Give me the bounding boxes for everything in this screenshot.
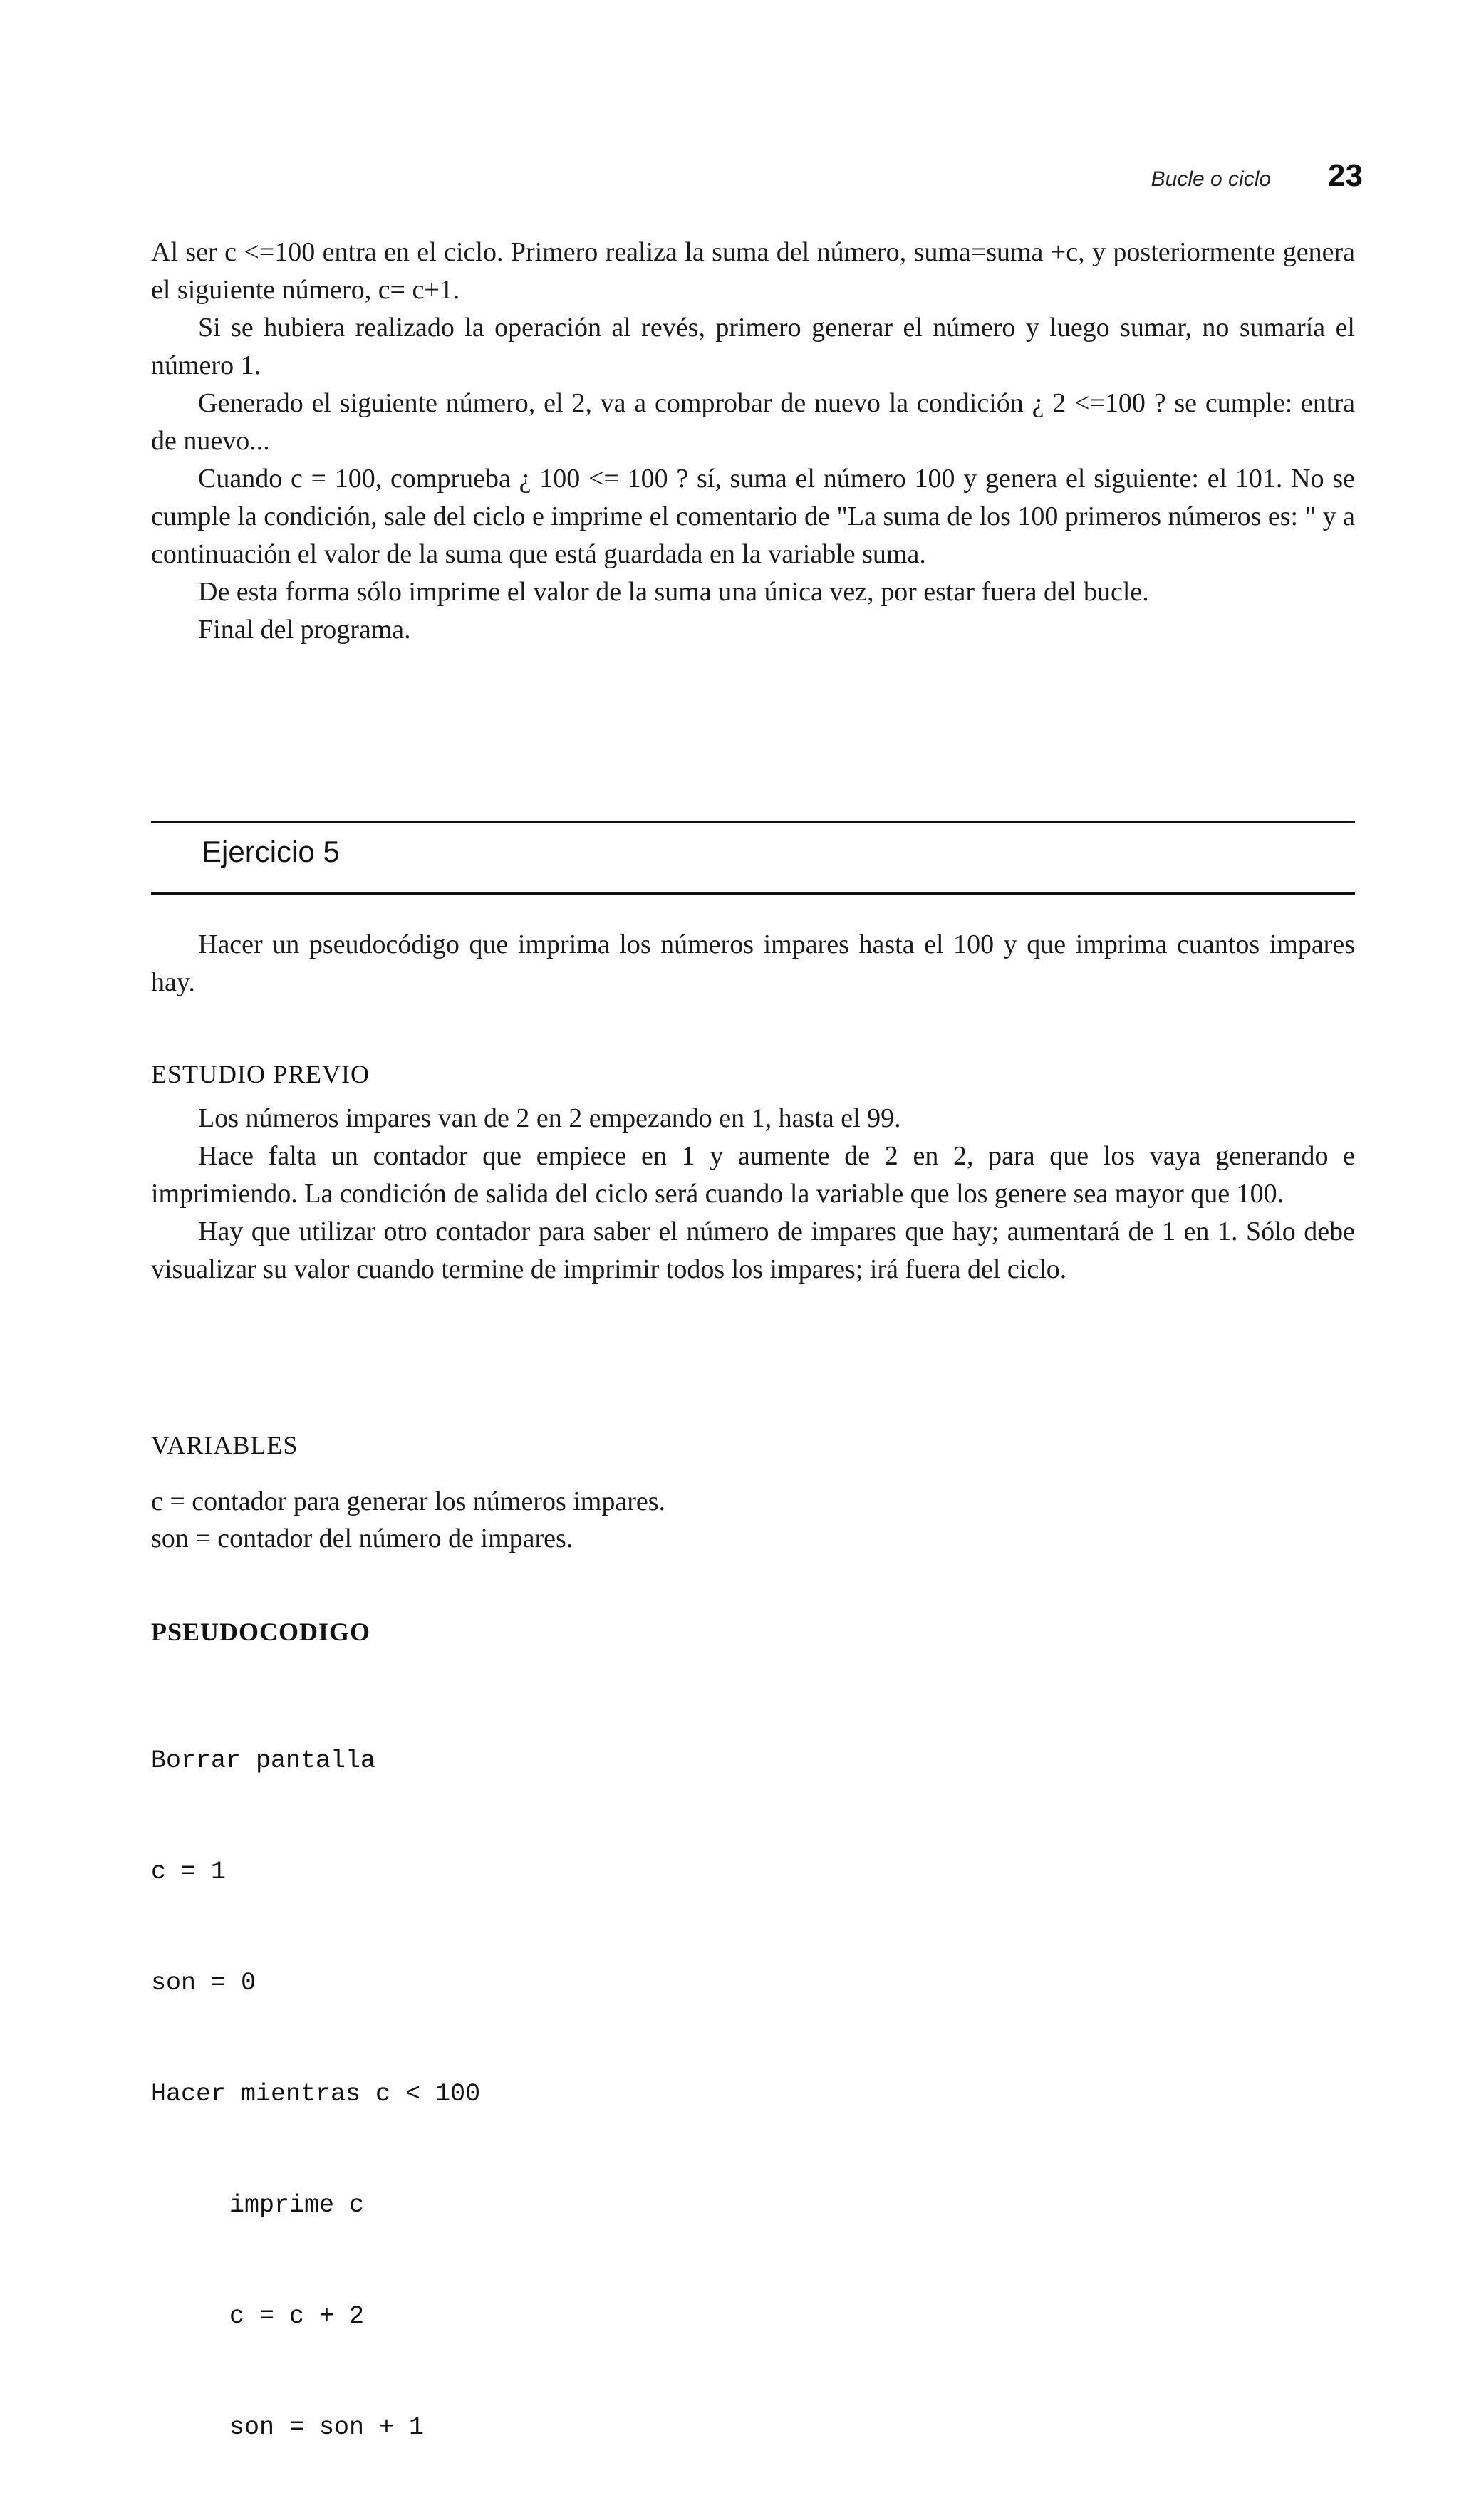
variables-list xyxy=(151,1483,1355,1557)
running-header-title: Bucle o ciclo xyxy=(1151,167,1272,191)
code-line: c = c + 2 xyxy=(229,2302,365,2331)
intro-text xyxy=(151,234,1355,649)
code-line: imprime c xyxy=(229,2191,365,2219)
exercise-statement xyxy=(151,926,1355,1001)
code-line: Borrar pantalla xyxy=(151,1746,376,1775)
running-header xyxy=(1151,158,1363,194)
pseudocodigo-heading: PSEUDOCODIGO xyxy=(151,1618,371,1646)
code-line: son = 0 xyxy=(151,1969,256,1997)
variables-heading: VARIABLES xyxy=(151,1431,298,1459)
pseudocode-block xyxy=(151,1668,480,2520)
estudio-previo-heading: ESTUDIO PREVIO xyxy=(151,1060,370,1088)
paragraph: Al ser c <=100 entra en el ciclo. Primero realiza la suma del número, suma=suma +c, y posteriormente genera el siguiente número, c= c+1. xyxy=(151,237,1355,305)
paragraph: Hacer un pseudocódigo que imprima los números impares hasta el 100 y que imprima cuantos impares hay. xyxy=(151,930,1355,997)
paragraph: Hace falta un contador que empiece en 1 y aumente de 2 en 2, para que los vaya generando e imprimiendo. La condición de salida del ciclo será cuando la variable que los genere sea mayor que 100. xyxy=(151,1141,1355,1209)
paragraph: De esta forma sólo imprime el valor de la suma una única vez, por estar fuera del bucle. xyxy=(198,577,1149,607)
variable-item: son = contador del número de impares. xyxy=(151,1524,573,1553)
code-line: Hacer mientras c < 100 xyxy=(151,2080,481,2108)
paragraph: Si se hubiera realizado la operación al revés, primero generar el número y luego sumar, no sumaría el número 1. xyxy=(151,313,1355,380)
variable-item: c = contador para generar los números impares. xyxy=(151,1487,666,1516)
paragraph: Los números impares van de 2 en 2 empezando en 1, hasta el 99. xyxy=(198,1103,901,1133)
exercise-title: Ejercicio 5 xyxy=(202,835,340,868)
exercise-bottom-rule xyxy=(151,892,1355,895)
page-number: 23 xyxy=(1328,158,1363,193)
code-line: son = son + 1 xyxy=(229,2413,425,2442)
exercise-top-rule xyxy=(151,821,1355,823)
paragraph: Cuando c = 100, comprueba ¿ 100 <= 100 ? sí, suma el número 100 y genera el siguiente: el 101. No se cumple la condición, sale del ciclo e imprime el comentario de "La suma de los 100 primeros números es: " y a continuación el valor de la suma que está guardada en la variable suma. xyxy=(151,464,1355,569)
code-line: c = 1 xyxy=(151,1858,227,1886)
estudio-previo-text xyxy=(151,1100,1355,1288)
paragraph: Hay que utilizar otro contador para saber el número de impares que hay; aumentará de 1 en 1. Sólo debe visualizar su valor cuando termine de imprimir todos los impares; irá fuera del ciclo. xyxy=(151,1217,1355,1284)
paragraph: Final del programa. xyxy=(198,615,411,645)
paragraph: Generado el siguiente número, el 2, va a comprobar de nuevo la condición ¿ 2 <=100 ? se cumple: entra de nuevo... xyxy=(151,388,1355,456)
